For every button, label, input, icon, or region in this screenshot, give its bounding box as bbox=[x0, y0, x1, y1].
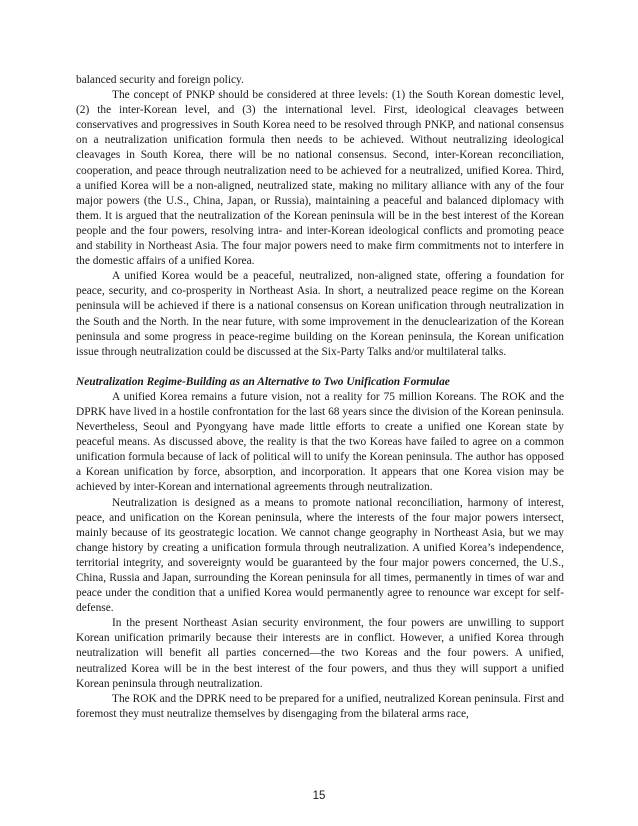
paragraph-unified-korea: A unified Korea would be a peaceful, neutralized, non-aligned state, offering a foundation for peace, security, and co-prosperity in Northeast Asia. In short, a neutralized peace regime on the Korean peninsula will be achieved if there is a national consensus on Korean unification through neutralization in the South and the North. In the near future, with some improvement in the denuclearization of the Korean peninsula and some progress in peace-regime building on the Korean peninsula, the Korean unification issue through neutralization could be discussed at the Six-Party Talks and/or multilateral talks. bbox=[76, 270, 564, 358]
paragraph-security-environment: In the present Northeast Asian security environment, the four powers are unwilling to support Korean unification primarily because their interests are in conflict. However, a unified Korea through neutralization will benefit all parties concerned—the two Koreas and the four powers. A unified, neutralized Korea will be in the best interest of the four powers, and thus they will support a unified Korean peninsula through neutralization. bbox=[76, 617, 564, 690]
paragraph-rok-dprk-preparation: The ROK and the DPRK need to be prepared for a unified, neutralized Korean peninsula. First and foremost they must neutralize themselves by disengaging from the bilateral arms race, bbox=[76, 692, 564, 720]
paragraph-pnkp-levels: The concept of PNKP should be considered at three levels: (1) the South Korean domestic level, (2) the inter-Korean level, and (3) the international level. First, ideological cleavages between conservatives and progressives in South Korea need to be resolved through PNKP, and national consensus on a neutralization unification formula then needs to be achieved. Without neutralizing ideological cleavages in South Korea, there will be no national consensus. Second, inter-Korean reconciliation, cooperation, and peace through neutralization need to be achieved for a neutralized, unified Korea. Third, a unified Korea will be a non-aligned, neutralized state, making no military alliance with any of the four major powers (the U.S., China, Japan, or Russia), maintaining a peaceful and balanced diplomacy with them. It is argued that the neutralization of the Korean peninsula will be in the best interest of the Korean people and the four powers, resolving intra- and inter-Korean ideological conflicts and promoting peace and stability in Northeast Asia. The four major powers need to make firm commitments not to interfere in the domestic affairs of a unified Korea. bbox=[76, 89, 564, 268]
paragraph-neutralization-design: Neutralization is designed as a means to promote national reconciliation, harmony of interest, peace, and unification on the Korean peninsula, where the interests of the four major powers intersect, mainly because of its geostrategic location. We cannot change geography in Northeast Asia, but we may change history by creating a unification formula through neutralization. A unified Korea’s independence, territorial integrity, and sovereignty would be guaranteed by the four major powers concerned, the U.S., China, Russia and Japan, surrounding the Korean peninsula for all times, permanently in times of war and peace under the condition that a unified Korea would permanently agree to renounce war except for self-defense. bbox=[76, 496, 564, 615]
paragraph-future-vision: A unified Korea remains a future vision, not a reality for 75 million Koreans. The ROK and the DPRK have lived in a hostile confrontation for the last 68 years since the division of the Korean peninsula. Nevertheless, Seoul and Pyongyang have made little efforts to create a unified one Korean state by peaceful means. As discussed above, the reality is that the two Koreas have failed to agree on a common unification formula because of lack of political will to unify the Korean peninsula. The author has opposed a Korean unification by force, absorption, and incorporation. It appears that one Korea vision may be achieved by inter-Korean and international agreements through neutralization. bbox=[76, 390, 564, 494]
body-text bbox=[76, 73, 564, 722]
page-number: 15 bbox=[312, 790, 326, 802]
section-heading: Neutralization Regime-Building as an Alternative to Two Unification Formulae bbox=[76, 375, 450, 388]
paragraph-continuation: balanced security and foreign policy. bbox=[76, 74, 244, 86]
